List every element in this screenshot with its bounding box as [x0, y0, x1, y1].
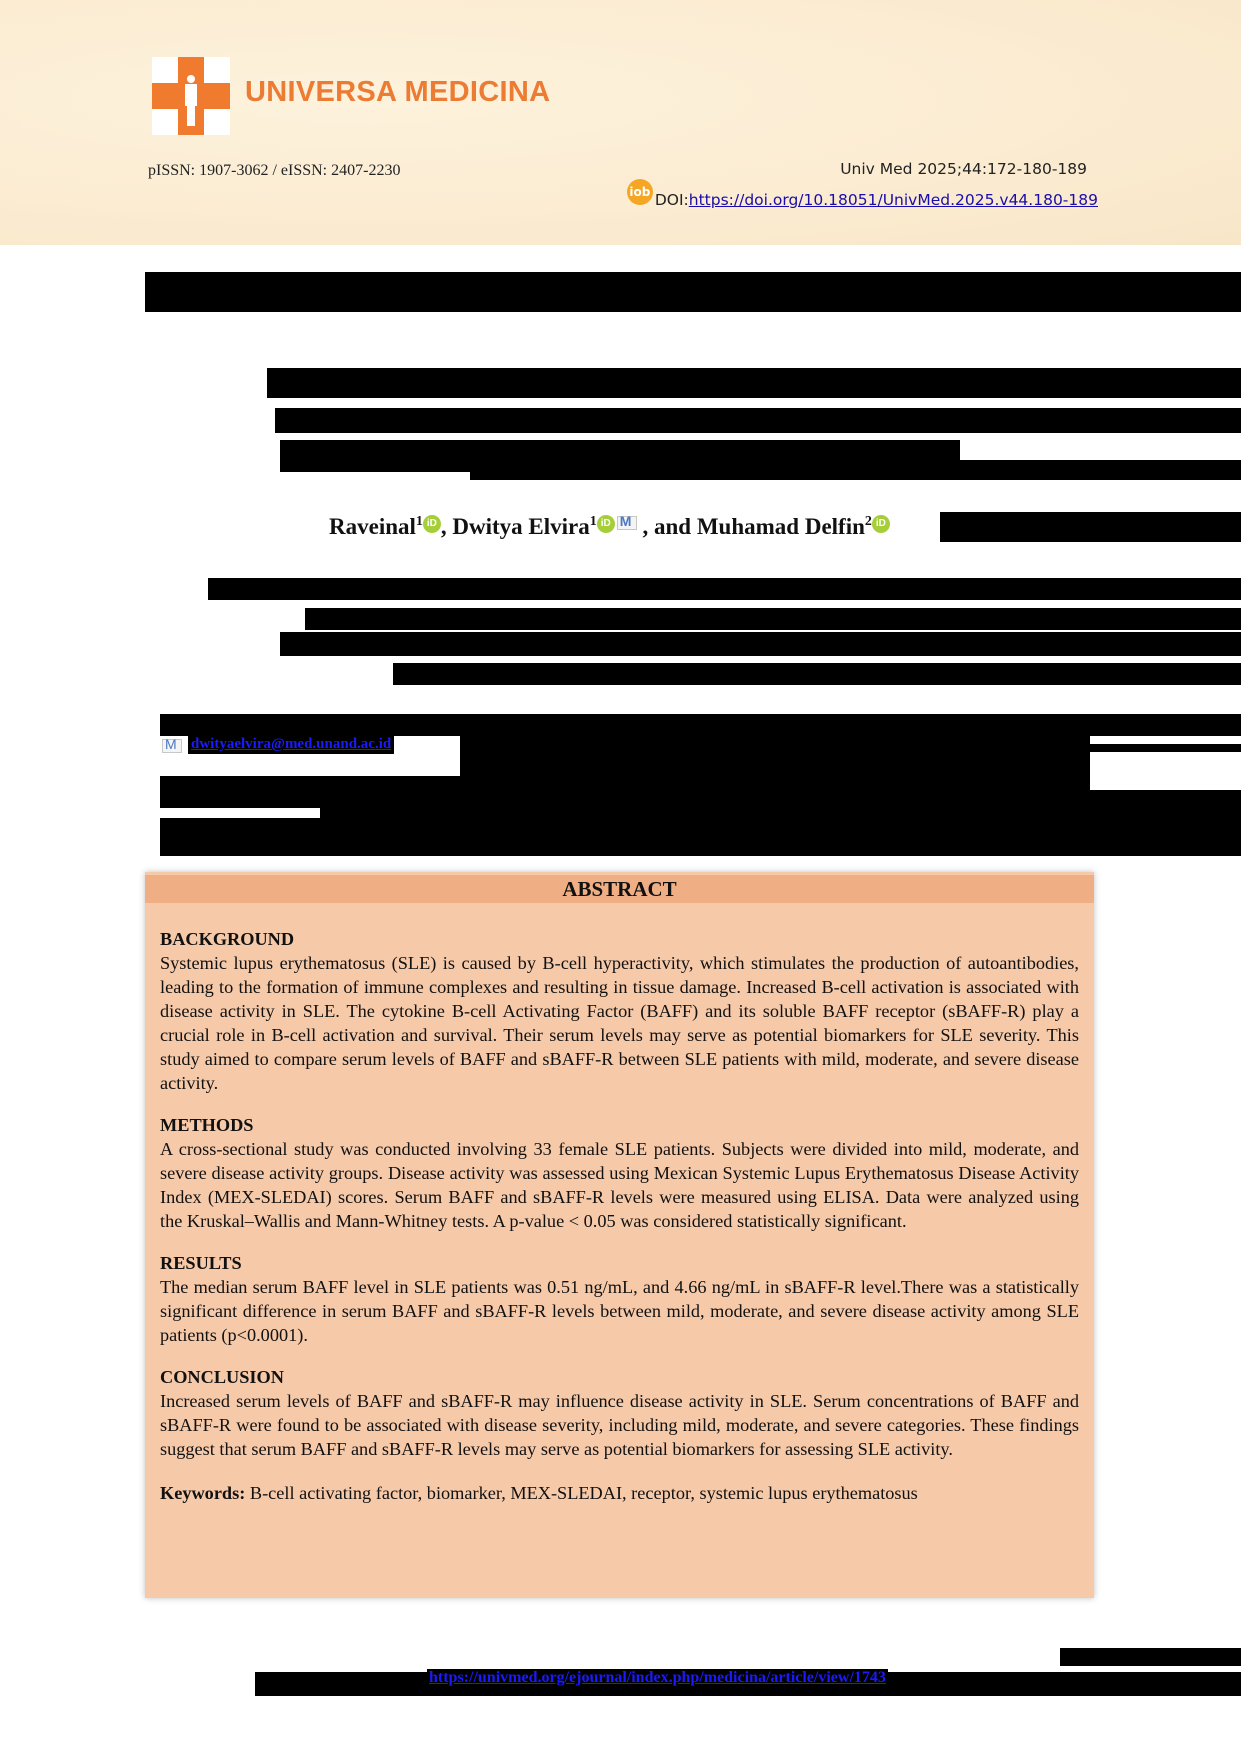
redacted-affiliation-1	[208, 578, 1241, 600]
abstract-box	[145, 872, 1094, 1598]
footer-link-row	[427, 1669, 888, 1687]
author-name: Muhamad Delfin	[696, 514, 865, 539]
redacted-affiliation-2	[305, 608, 1241, 630]
author-name: Raveinal	[329, 514, 416, 539]
journal-header	[0, 0, 1241, 245]
redacted-affiliation-4	[393, 663, 1241, 685]
redacted-correspondence-4	[160, 776, 700, 790]
section-text-conclusion: Increased serum levels of BAFF and sBAFF-R may influence disease activity in SLE. Serum concentrations of BAFF and sBAFF-R were found to be associated with disease severity, including mild, moderate, and severe categories. These findings suggest that serum BAFF and sBAFF-R levels may serve as potential biomarkers for assessing SLE activity.	[160, 1391, 1079, 1459]
doi-label: DOI:	[654, 191, 689, 209]
redacted-author-tail	[940, 512, 1241, 542]
abstract-body	[145, 903, 1094, 1505]
section-title-background: BACKGROUND	[160, 929, 295, 949]
doi-row	[627, 187, 1098, 213]
redacted-correspondence-8	[160, 818, 1241, 856]
author-list: Raveinal $^1$ iD , Dwitya Elvira $^1$ iD M , and Muhamad Delfin $^2$ iD	[329, 514, 890, 540]
redacted-correspondence-3	[1090, 744, 1241, 752]
redacted-article-type	[145, 272, 1241, 312]
orcid-icon[interactable]: iD	[597, 515, 615, 533]
redacted-affiliation-3	[280, 632, 1241, 656]
doi-link[interactable]: https://doi.org/10.18051/UnivMed.2025.v44.180-189	[688, 191, 1098, 209]
issn: pISSN: 1907-3062 / eISSN: 2407-2230	[148, 162, 401, 179]
redacted-title-line-2	[275, 408, 1241, 433]
section-title-conclusion: CONCLUSION	[160, 1367, 284, 1387]
redacted-title-line-1	[267, 368, 1241, 398]
keywords-label: Keywords:	[160, 1483, 246, 1503]
article-url-link[interactable]: https://univmed.org/ejournal/index.php/medicina/article/view/1743	[429, 1669, 886, 1686]
correspondence-email-row	[160, 735, 394, 754]
orcid-icon[interactable]: iD	[872, 515, 890, 533]
section-title-results: RESULTS	[160, 1253, 242, 1273]
journal-logo-icon	[152, 57, 230, 135]
redacted-correspondence-7	[320, 806, 1241, 818]
correspondence-email-link[interactable]: dwityaelvira@med.unand.ac.id	[188, 735, 394, 754]
redacted-correspondence-1	[160, 714, 1241, 736]
section-text-results: The median serum BAFF level in SLE patients was 0.51 ng/mL, and 4.66 ng/mL in sBAFF-R level.There was a statistically significant difference in serum BAFF and sBAFF-R levels between mild, moderate, and severe disease activity among SLE patients (p<0.0001).	[160, 1277, 1079, 1345]
abstract-heading: ABSTRACT	[145, 875, 1094, 903]
redacted-title-line-4	[470, 460, 1241, 480]
mail-icon[interactable]	[617, 516, 637, 530]
journal-name: UNIVERSA MEDICINA	[245, 76, 551, 108]
author-name: Dwitya Elvira	[452, 514, 590, 539]
keywords	[160, 1481, 1079, 1505]
orcid-icon[interactable]: iD	[423, 515, 441, 533]
redacted-footer-right	[1060, 1648, 1241, 1666]
section-text-background: Systemic lupus erythematosus (SLE) is caused by B-cell hyperactivity, which stimulates the production of autoantibodies, leading to the formation of immune complexes and resulting in tissue damage. Increased B-cell activation is associated with disease activity in SLE. The cytokine B-cell Activating Factor (BAFF) and its soluble BAFF receptor (sBAFF-R) play a crucial role in B-cell activation and survival. Their serum levels may serve as potential biomarkers for SLE severity. This study aimed to compare serum levels of BAFF and sBAFF-R between SLE patients with mild, moderate, and severe disease activity.	[160, 953, 1079, 1093]
mail-icon	[162, 739, 182, 753]
redacted-correspondence-5	[640, 768, 1090, 790]
iob-icon: iob	[627, 179, 653, 205]
section-text-methods: A cross-sectional study was conducted involving 33 female SLE patients. Subjects were divided into mild, moderate, and severe disease activity groups. Disease activity was assessed using Mexican Systemic Lupus Erythematosus Disease Activity Index (MEX-SLEDAI) scores. Serum BAFF and sBAFF-R levels were measured using ELISA. Data were analyzed using the Kruskal–Wallis and Mann-Whitney tests. A p-value < 0.05 was considered statistically significant.	[160, 1139, 1079, 1231]
citation: Univ Med 2025;44:172-180-189	[840, 160, 1087, 178]
keywords-list: B-cell activating factor, biomarker, MEX-SLEDAI, receptor, systemic lupus erythematosus	[245, 1483, 918, 1503]
section-title-methods: METHODS	[160, 1115, 254, 1135]
